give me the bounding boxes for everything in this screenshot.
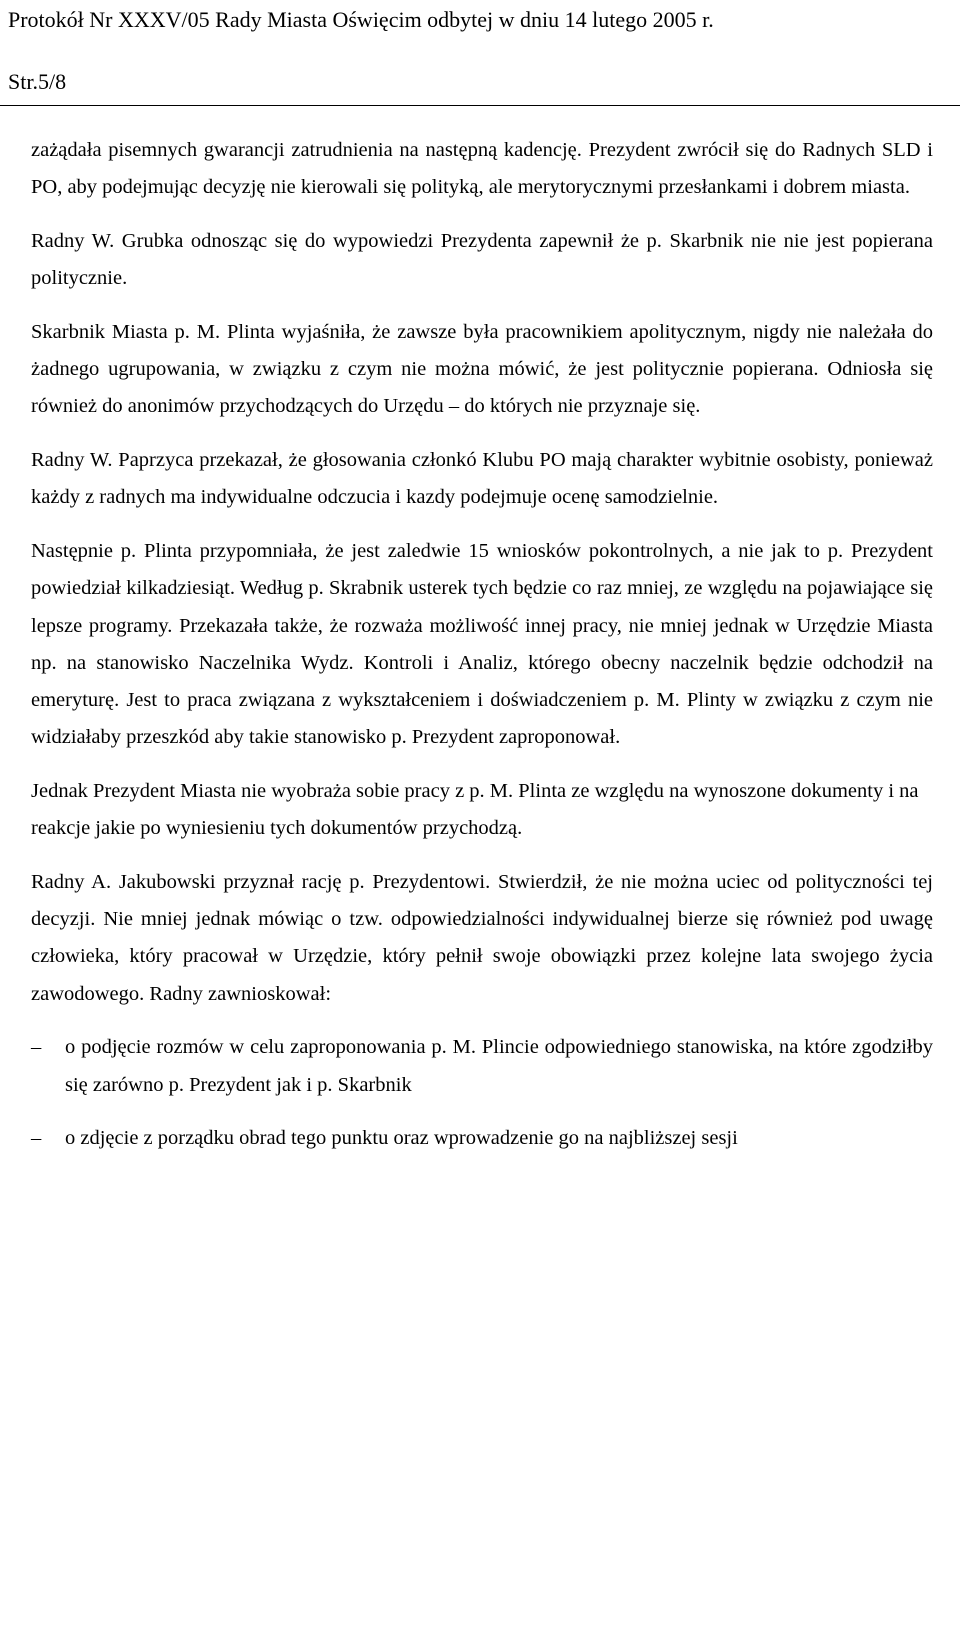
paragraph: Skarbnik Miasta p. M. Plinta wyjaśniła, że zawsze była pracownikiem apolitycznym, nigdy nie należała do żadnego ugrupowania, w związku z czym nie można mówić, że jest politycznie popierana. Odniosła się również do anonimów przychodzących do Urzędu – do których nie przyznaje się. [31, 321, 933, 418]
page-number: Str.5/8 [8, 69, 67, 94]
paragraph: Jednak Prezydent Miasta nie wyobraża sobie pracy z p. M. Plinta ze względu na wynoszone dokumenty i na reakcje jakie po wyniesieniu tych dokumentów przychodzą. [31, 780, 919, 840]
paragraph: Radny W. Grubka odnosząc się do wypowiedzi Prezydenta zapewnił że p. Skarbnik nie nie jest popierana politycznie. [31, 230, 933, 290]
protocol-title: Protokół Nr XXXV/05 Rady Miasta Oświęcim odbytej w dniu 14 lutego 2005 r. [8, 7, 714, 32]
list-dash: – [31, 1036, 42, 1059]
list-item [31, 1029, 933, 1103]
list-item-text: o podjęcie rozmów w celu zaproponowania p. M. Plincie odpowiedniego stanowiska, na które zgodziłby się zarówno p. Prezydent jak i p. Skarbnik [65, 1036, 933, 1096]
list-item-text: o zdjęcie z porządku obrad tego punktu oraz wprowadzenie go na najbliższej sesji [65, 1127, 738, 1150]
page-header [0, 0, 960, 106]
list-dash: – [31, 1127, 42, 1150]
paragraph: Radny A. Jakubowski przyznał rację p. Prezydentowi. Stwierdził, że nie można uciec od polityczności tej decyzji. Nie mniej jednak mówiąc o tzw. odpowiedzialności indywidualnej bierze się również pod uwagę człowieka, który pracował w Urzędzie, który pełnił swoje obowiązki przez kolejne lata swojego życia zawodowego. Radny zawnioskował: [31, 871, 933, 1005]
paragraph: Radny W. Paprzyca przekazał, że głosowania członkó Klubu PO mają charakter wybitnie osobisty, ponieważ każdy z radnych ma indywidualne odczucia i kazdy podejmuje ocenę samodzielnie. [31, 449, 933, 509]
document-body [31, 132, 933, 1174]
paragraph: zażądała pisemnych gwarancji zatrudnienia na następną kadencję. Prezydent zwrócił się do Radnych SLD i PO, aby podejmując decyzję nie kierowali się polityką, ale merytorycznymi przesłankami i dobrem miasta. [31, 139, 933, 199]
list-item [31, 1120, 933, 1157]
paragraph: Następnie p. Plinta przypomniała, że jest zaledwie 15 wniosków pokontrolnych, a nie jak to p. Prezydent powiedział kilkadziesiąt. Według p. Skrabnik usterek tych będzie co raz mniej, ze względu na pojawiające się lepsze programy. Przekazała także, że rozważa możliwość innej pracy, nie mniej jednak w Urzędzie Miasta np. na stanowisko Naczelnika Wydz. Kontroli i Analiz, którego obecny naczelnik będzie odchodził na emeryturę. Jest to praca związana z wykształceniem i doświadczeniem p. M. Plinty w związku z czym nie widziałaby przeszkód aby takie stanowisko p. Prezydent zaproponował. [31, 540, 933, 749]
